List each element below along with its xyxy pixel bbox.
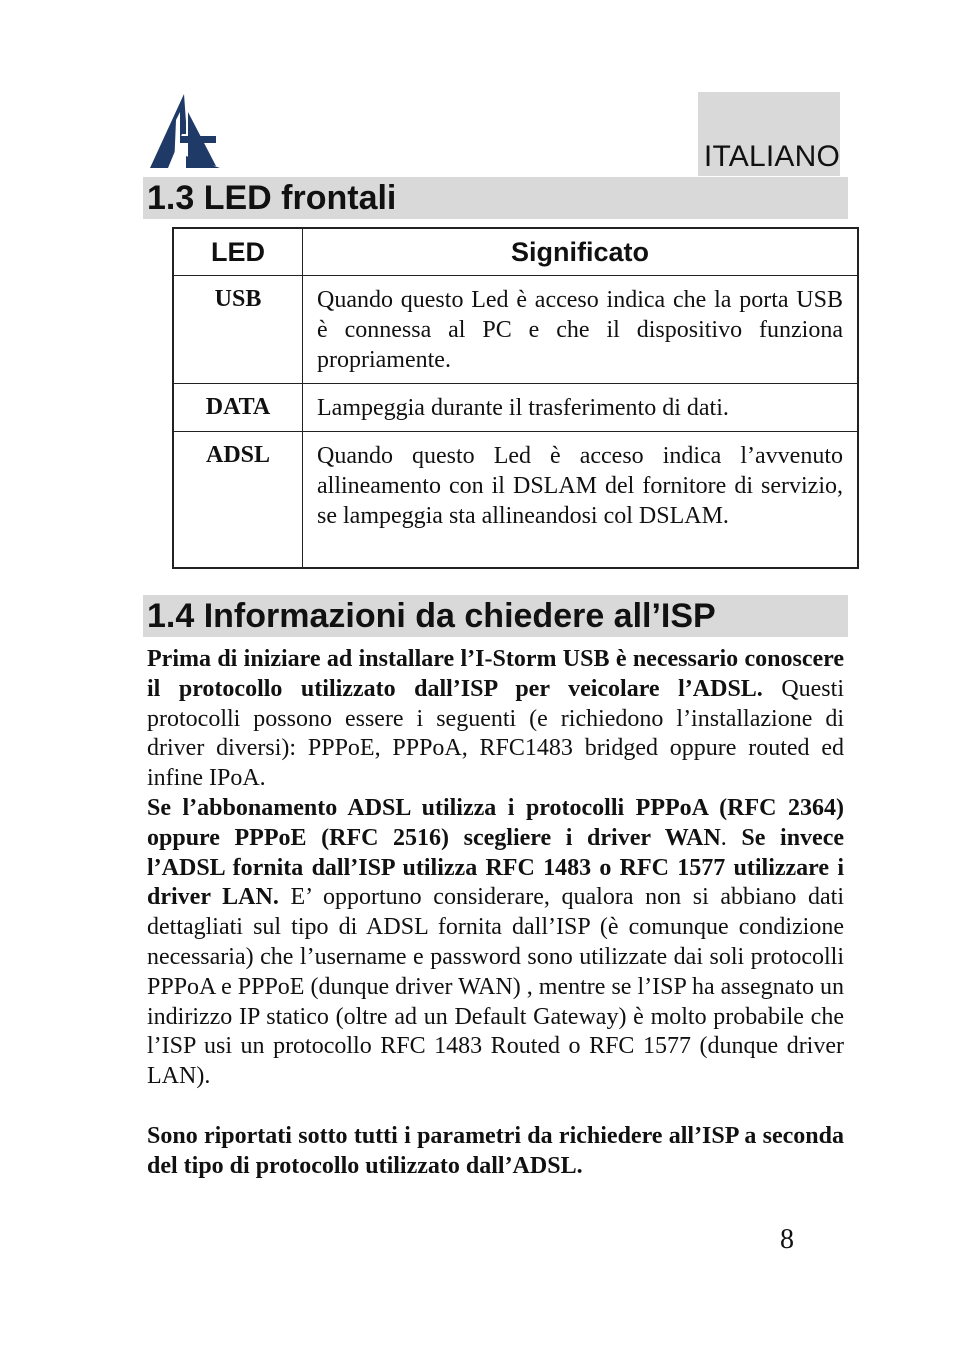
text: Questi protocolli possono essere i seguenti (e richiedono l’installazione di driver diversi): PPPoE, PPPoA, RFC1483 bridged oppure routed ed infine IPoA. (147, 675, 844, 792)
led-table (172, 227, 859, 569)
led-name: DATA (173, 384, 303, 432)
led-name: USB (173, 276, 303, 384)
bold-text: Prima di iniziare ad installare l’I-Storm USB è necessario conoscere il protocollo utilizzato dall’ISP per veicolare l’ADSL. (147, 646, 844, 702)
bold-text: Sono riportati sotto tutti i parametri da richiedere all’ISP a seconda del tipo di protocollo utilizzato dall’ADSL. (147, 1122, 844, 1179)
led-meaning: Quando questo Led è acceso indica che la porta USB è connessa al PC e che il dispositivo funziona propriamente. (303, 276, 859, 384)
table-row (173, 384, 858, 432)
table-row (173, 276, 858, 384)
paragraph (147, 645, 844, 794)
page-number: 8 (780, 1224, 794, 1255)
isp-body-text (147, 645, 844, 1181)
bold-text: Se l’abbonamento ADSL utilizza i protocolli PPPoA (RFC 2364) oppure PPPoE (RFC 2516) scegliere i driver WAN (147, 794, 844, 851)
table-header-row (173, 228, 858, 276)
bold-text: Se invece l’ADSL fornita dall’ISP utilizza RFC 1483 o RFC 1577 utilizzare i driver LAN. (147, 824, 845, 911)
paragraph (147, 1122, 844, 1182)
led-meaning: Quando questo Led è acceso indica l’avvenuto allineamento con il DSLAM del fornitore di servizio, se lampeggia sta allineandosi col DSLAM. (303, 432, 859, 568)
column-header-led: LED (173, 228, 303, 276)
led-name: ADSL (173, 432, 303, 568)
atlantis-sail-logo-icon (146, 92, 222, 170)
language-label: ITALIANO (703, 140, 840, 173)
paragraph (147, 794, 844, 1092)
section-heading-led: 1.3 LED frontali (143, 177, 848, 219)
text: E’ opportuno considerare, qualora non si abbiano dati dettagliati sul tipo di ADSL fornita dall’ISP (è comunque condizione necessaria) che l’username e password sono utilizzate dai soli protocolli PPPoA e PPPoE (dunque driver WAN) , mentre se l’ISP ha assegnato un indirizzo IP statico (oltre ad un Default Gateway) è molto probabile che l’ISP usi un protocollo RFC 1483 Routed o RFC 1577 (dunque driver LAN). (147, 884, 844, 1090)
section-heading-isp: 1.4 Informazioni da chiedere all’ISP (143, 595, 848, 637)
column-header-meaning: Significato (303, 228, 859, 276)
led-meaning: Lampeggia durante il trasferimento di dati. (303, 384, 859, 432)
table-row (173, 432, 858, 568)
text: . (720, 824, 742, 851)
